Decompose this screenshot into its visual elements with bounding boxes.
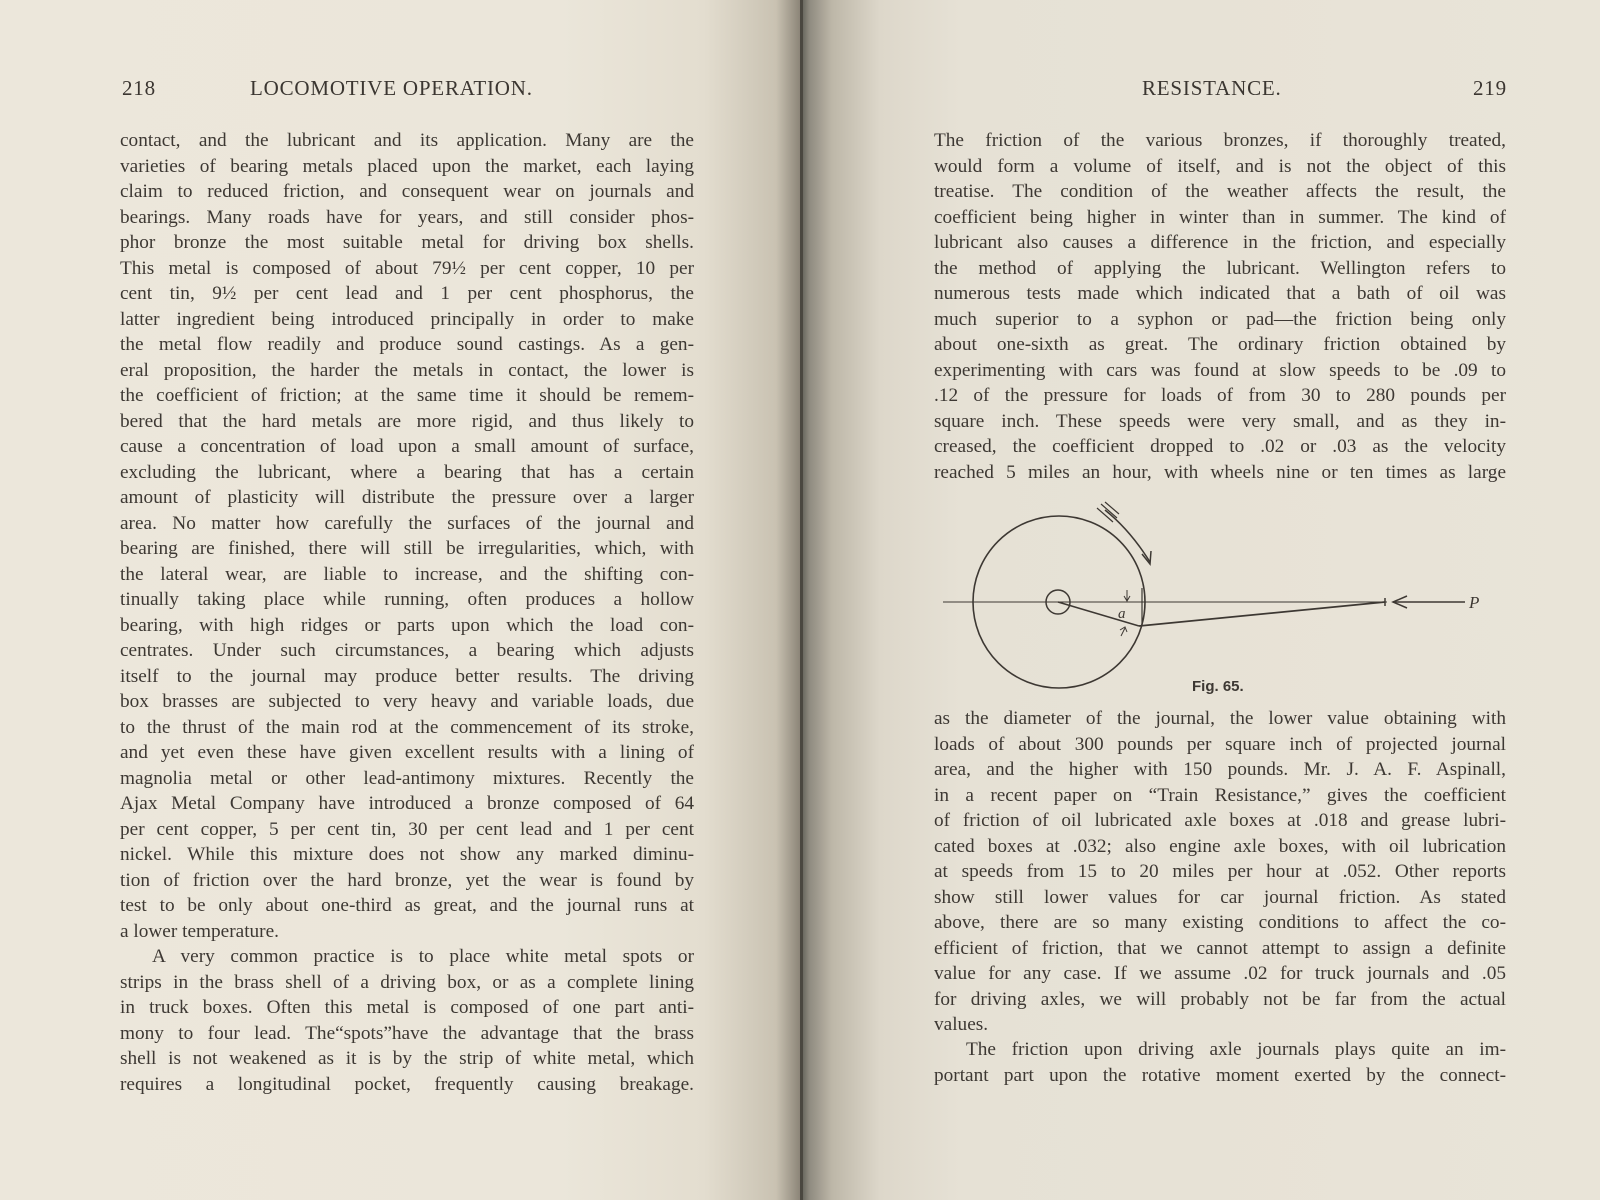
right-running-head: RESISTANCE. bbox=[1142, 76, 1282, 100]
left-body-text bbox=[120, 128, 694, 944]
text-line: area, and the higher with 150 pounds. Mr. J. A. F. Aspinall, bbox=[934, 759, 1506, 780]
text-line: for driving axles, we will probably not be far from the actual bbox=[934, 988, 1506, 1010]
text-line: This metal is composed of about 79½ per cent copper, 10 per bbox=[120, 257, 694, 279]
text-line: tinually taking place while running, often produces a hollow bbox=[120, 589, 694, 610]
text-line: values. bbox=[934, 1014, 989, 1035]
text-line: above, there are so many existing conditions to affect the co- bbox=[934, 912, 1506, 933]
text-line: centrates. Under such circumstances, a bearing which adjusts bbox=[120, 640, 694, 661]
radius-line bbox=[1058, 602, 1139, 626]
text-line: square inch. These speeds were very small, and as they in- bbox=[934, 410, 1506, 432]
text-line: cause a concentration of load upon a small amount of surface, bbox=[120, 436, 694, 457]
text-line: value for any case. If we assume .02 for truck journals and .05 bbox=[934, 963, 1506, 984]
text-line: efficient of friction, that we cannot attempt to assign a definite bbox=[934, 937, 1506, 959]
right-page-number: 219 bbox=[1473, 76, 1507, 100]
text-line: magnolia metal or other lead-antimony mixtures. Recently the bbox=[120, 767, 694, 789]
text-line: experimenting with cars was found at slow speeds to be .09 to bbox=[934, 359, 1506, 381]
text-line: the coefficient of friction; at the same time it should be remem- bbox=[120, 385, 694, 406]
text-line: creased, the coefficient dropped to .02 or .03 as the velocity bbox=[934, 436, 1506, 457]
book-gutter bbox=[800, 0, 803, 1200]
left-running-head: LOCOMOTIVE OPERATION. bbox=[250, 76, 533, 100]
text-line: latter ingredient being introduced principally in order to make bbox=[120, 308, 694, 330]
text-line: the lateral wear, are liable to increase, and the shifting con- bbox=[120, 563, 694, 585]
text-line: numerous tests made which indicated that a bath of oil was bbox=[934, 283, 1506, 304]
text-line: A very common practice is to place white metal spots or bbox=[152, 946, 694, 967]
right-body-text-bottom bbox=[934, 706, 1506, 1038]
text-line: the method of applying the lubricant. Wellington refers to bbox=[934, 257, 1506, 279]
text-line: .12 of the pressure for loads of from 30 to 280 pounds per bbox=[934, 385, 1506, 406]
text-line: test to be only about one-third as great, and the journal runs at bbox=[120, 895, 694, 916]
figure-caption: Fig. 65. bbox=[1192, 678, 1244, 695]
text-line: the metal flow readily and produce sound castings. As a gen- bbox=[120, 334, 694, 355]
text-line: in a recent paper on “Train Resistance,” gives the coefficient bbox=[934, 784, 1506, 806]
text-line: varieties of bearing metals placed upon the market, each laying bbox=[120, 155, 694, 177]
text-line: strips in the brass shell of a driving box, or as a complete lining bbox=[120, 971, 694, 993]
text-line: portant part upon the rotative moment exerted by the connect- bbox=[934, 1064, 1506, 1086]
figure-label-p: P bbox=[1469, 593, 1480, 612]
text-line: bered that the hard metals are more rigid, and thus likely to bbox=[120, 410, 694, 432]
right-body-text-top bbox=[934, 128, 1506, 485]
left-paragraph-2 bbox=[120, 944, 694, 1097]
text-line: The friction of the various bronzes, if thoroughly treated, bbox=[934, 130, 1506, 151]
text-line: coefficient being higher in winter than in summer. The kind of bbox=[934, 206, 1506, 228]
text-line: cent tin, 9½ per cent lead and 1 per cent phosphorus, the bbox=[120, 283, 694, 304]
text-line: much superior to a syphon or pad—the friction being only bbox=[934, 308, 1506, 330]
text-line: bearings. Many roads have for years, and still consider phos- bbox=[120, 206, 694, 228]
rotation-arrow bbox=[1105, 510, 1150, 562]
text-line: excluding the lubricant, where a bearing that has a certain bbox=[120, 461, 694, 483]
text-line: claim to reduced friction, and consequent wear on journals and bbox=[120, 181, 694, 202]
text-line: in truck boxes. Often this metal is composed of one part anti- bbox=[120, 997, 694, 1018]
text-line: bearing, with high ridges or parts upon which the load con- bbox=[120, 614, 694, 636]
text-line: cated boxes at .032; also engine axle boxes, with oil lubrication bbox=[934, 835, 1506, 857]
text-line: a lower temperature. bbox=[120, 920, 279, 942]
text-line: of friction of oil lubricated axle boxes at .018 and grease lubri- bbox=[934, 810, 1506, 831]
text-line: eral proposition, the harder the metals in contact, the lower is bbox=[120, 359, 694, 381]
figure-label-a: a bbox=[1118, 606, 1126, 622]
text-line: itself to the journal may produce better results. The driving bbox=[120, 665, 694, 687]
text-line: about one-sixth as great. The ordinary friction obtained by bbox=[934, 334, 1506, 355]
text-line: box brasses are subjected to very heavy and variable loads, due bbox=[120, 691, 694, 712]
figure-65 bbox=[955, 500, 1495, 700]
text-line: area. No matter how carefully the surfaces of the journal and bbox=[120, 512, 694, 534]
text-line: Ajax Metal Company have introduced a bronze composed of 64 bbox=[120, 793, 694, 814]
text-line: as the diameter of the journal, the lower value obtaining with bbox=[934, 708, 1506, 729]
text-line: treatise. The condition of the weather affects the result, the bbox=[934, 181, 1506, 202]
text-line: and yet even these have given excellent results with a lining of bbox=[120, 742, 694, 763]
text-line: phor bronze the most suitable metal for driving box shells. bbox=[120, 232, 694, 253]
rod-line bbox=[1139, 602, 1385, 626]
text-line: loads of about 300 pounds per square inch of projected journal bbox=[934, 733, 1506, 755]
text-line: lubricant also causes a difference in the friction, and especially bbox=[934, 232, 1506, 253]
text-line: tion of friction over the hard bronze, yet the wear is found by bbox=[120, 869, 694, 891]
text-line: per cent copper, 5 per cent tin, 30 per cent lead and 1 per cent bbox=[120, 818, 694, 840]
text-line: The friction upon driving axle journals plays quite an im- bbox=[966, 1039, 1506, 1060]
left-page-number: 218 bbox=[122, 76, 156, 100]
text-line: shell is not weakened as it is by the strip of white metal, which bbox=[120, 1048, 694, 1069]
text-line: show still lower values for car journal friction. As stated bbox=[934, 886, 1506, 908]
text-line: requires a longitudinal pocket, frequently causing breakage. bbox=[120, 1073, 694, 1095]
journal-friction-diagram bbox=[955, 500, 1495, 700]
text-line: contact, and the lubricant and its application. Many are the bbox=[120, 130, 694, 151]
text-line: reached 5 miles an hour, with wheels nine or ten times as large bbox=[934, 461, 1506, 483]
text-line: bearing are finished, there will still be irregularities, which, with bbox=[120, 538, 694, 559]
text-line: to the thrust of the main rod at the commencement of its stroke, bbox=[120, 716, 694, 738]
text-line: amount of plasticity will distribute the pressure over a larger bbox=[120, 487, 694, 508]
text-line: nickel. While this mixture does not show any marked diminu- bbox=[120, 844, 694, 865]
text-line: mony to four lead. The“spots”have the advantage that the brass bbox=[120, 1022, 694, 1044]
text-line: at speeds from 15 to 20 miles per hour at .052. Other reports bbox=[934, 861, 1506, 882]
text-line: would form a volume of itself, and is not the object of this bbox=[934, 155, 1506, 177]
right-paragraph-2 bbox=[934, 1037, 1506, 1088]
